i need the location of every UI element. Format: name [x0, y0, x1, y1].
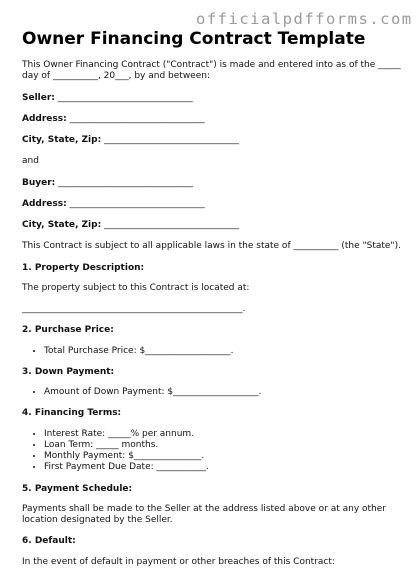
- property-text: The property subject to this Contract is located at:: [22, 282, 250, 293]
- seller-address-label: Address:: [22, 113, 67, 124]
- buyer-address-blank: ______________________________: [66, 198, 205, 209]
- watermark: officialpdfforms.com: [196, 10, 413, 28]
- down-payment-list: [22, 387, 407, 398]
- buyer-address-line: [22, 199, 407, 210]
- schedule-text: Payments shall be made to the Seller at the address listed above or at any other location designated by the Seller.: [22, 503, 386, 525]
- buyer-city-blank: ______________________________: [101, 220, 240, 230]
- seller-blank: ______________________________: [54, 92, 193, 103]
- document-body: [22, 60, 407, 578]
- buyer-city-line: [22, 220, 407, 231]
- section-heading-price: 2. Purchase Price:: [22, 325, 114, 336]
- buyer-blank: ______________________________: [55, 177, 194, 188]
- seller-address-blank: ______________________________: [66, 113, 205, 124]
- buyer-line: [22, 178, 407, 189]
- intro-paragraph: This Owner Financing Contract ("Contract") is made and entered into as of the _____ day of __________, 20___, by and between:: [22, 60, 401, 82]
- section-heading-schedule: 5. Payment Schedule:: [22, 483, 133, 494]
- seller-city-blank: ______________________________: [101, 135, 240, 145]
- list-item: • Interest Rate: _____% per annum.: [44, 429, 407, 440]
- buyer-label: Buyer:: [22, 177, 56, 188]
- buyer-address-label: Address:: [22, 198, 67, 209]
- default-text: In the event of default in payment or other breaches of this Contract:: [22, 556, 335, 567]
- list-item: • Loan Term: _____ months.: [44, 440, 407, 451]
- list-item: • First Payment Due Date: ___________.: [44, 462, 407, 473]
- seller-label: Seller:: [22, 92, 55, 103]
- property-blank: _________________________________________________.: [22, 304, 246, 314]
- list-item: • Monthly Payment: $_______________.: [44, 451, 407, 462]
- seller-city-line: [22, 135, 407, 146]
- document-title: Owner Financing Contract Template: [22, 29, 366, 49]
- buyer-city-label: City, State, Zip:: [22, 220, 102, 230]
- seller-line: [22, 93, 407, 104]
- list-item: • Amount of Down Payment: $___________________.: [44, 387, 407, 398]
- section-heading-financing: 4. Financing Terms:: [22, 408, 122, 419]
- price-list: [22, 346, 407, 357]
- list-item: • Total Purchase Price: $___________________.: [44, 346, 407, 357]
- and-text: and: [22, 156, 39, 167]
- section-heading-default: 6. Default:: [22, 536, 76, 547]
- seller-city-label: City, State, Zip:: [22, 135, 102, 145]
- section-heading-down-payment: 3. Down Payment:: [22, 366, 115, 377]
- seller-address-line: [22, 114, 407, 125]
- section-heading-property: 1. Property Description:: [22, 262, 145, 273]
- financing-list: [22, 429, 407, 474]
- laws-paragraph: This Contract is subject to all applicable laws in the state of __________ (the "State").: [22, 241, 401, 252]
